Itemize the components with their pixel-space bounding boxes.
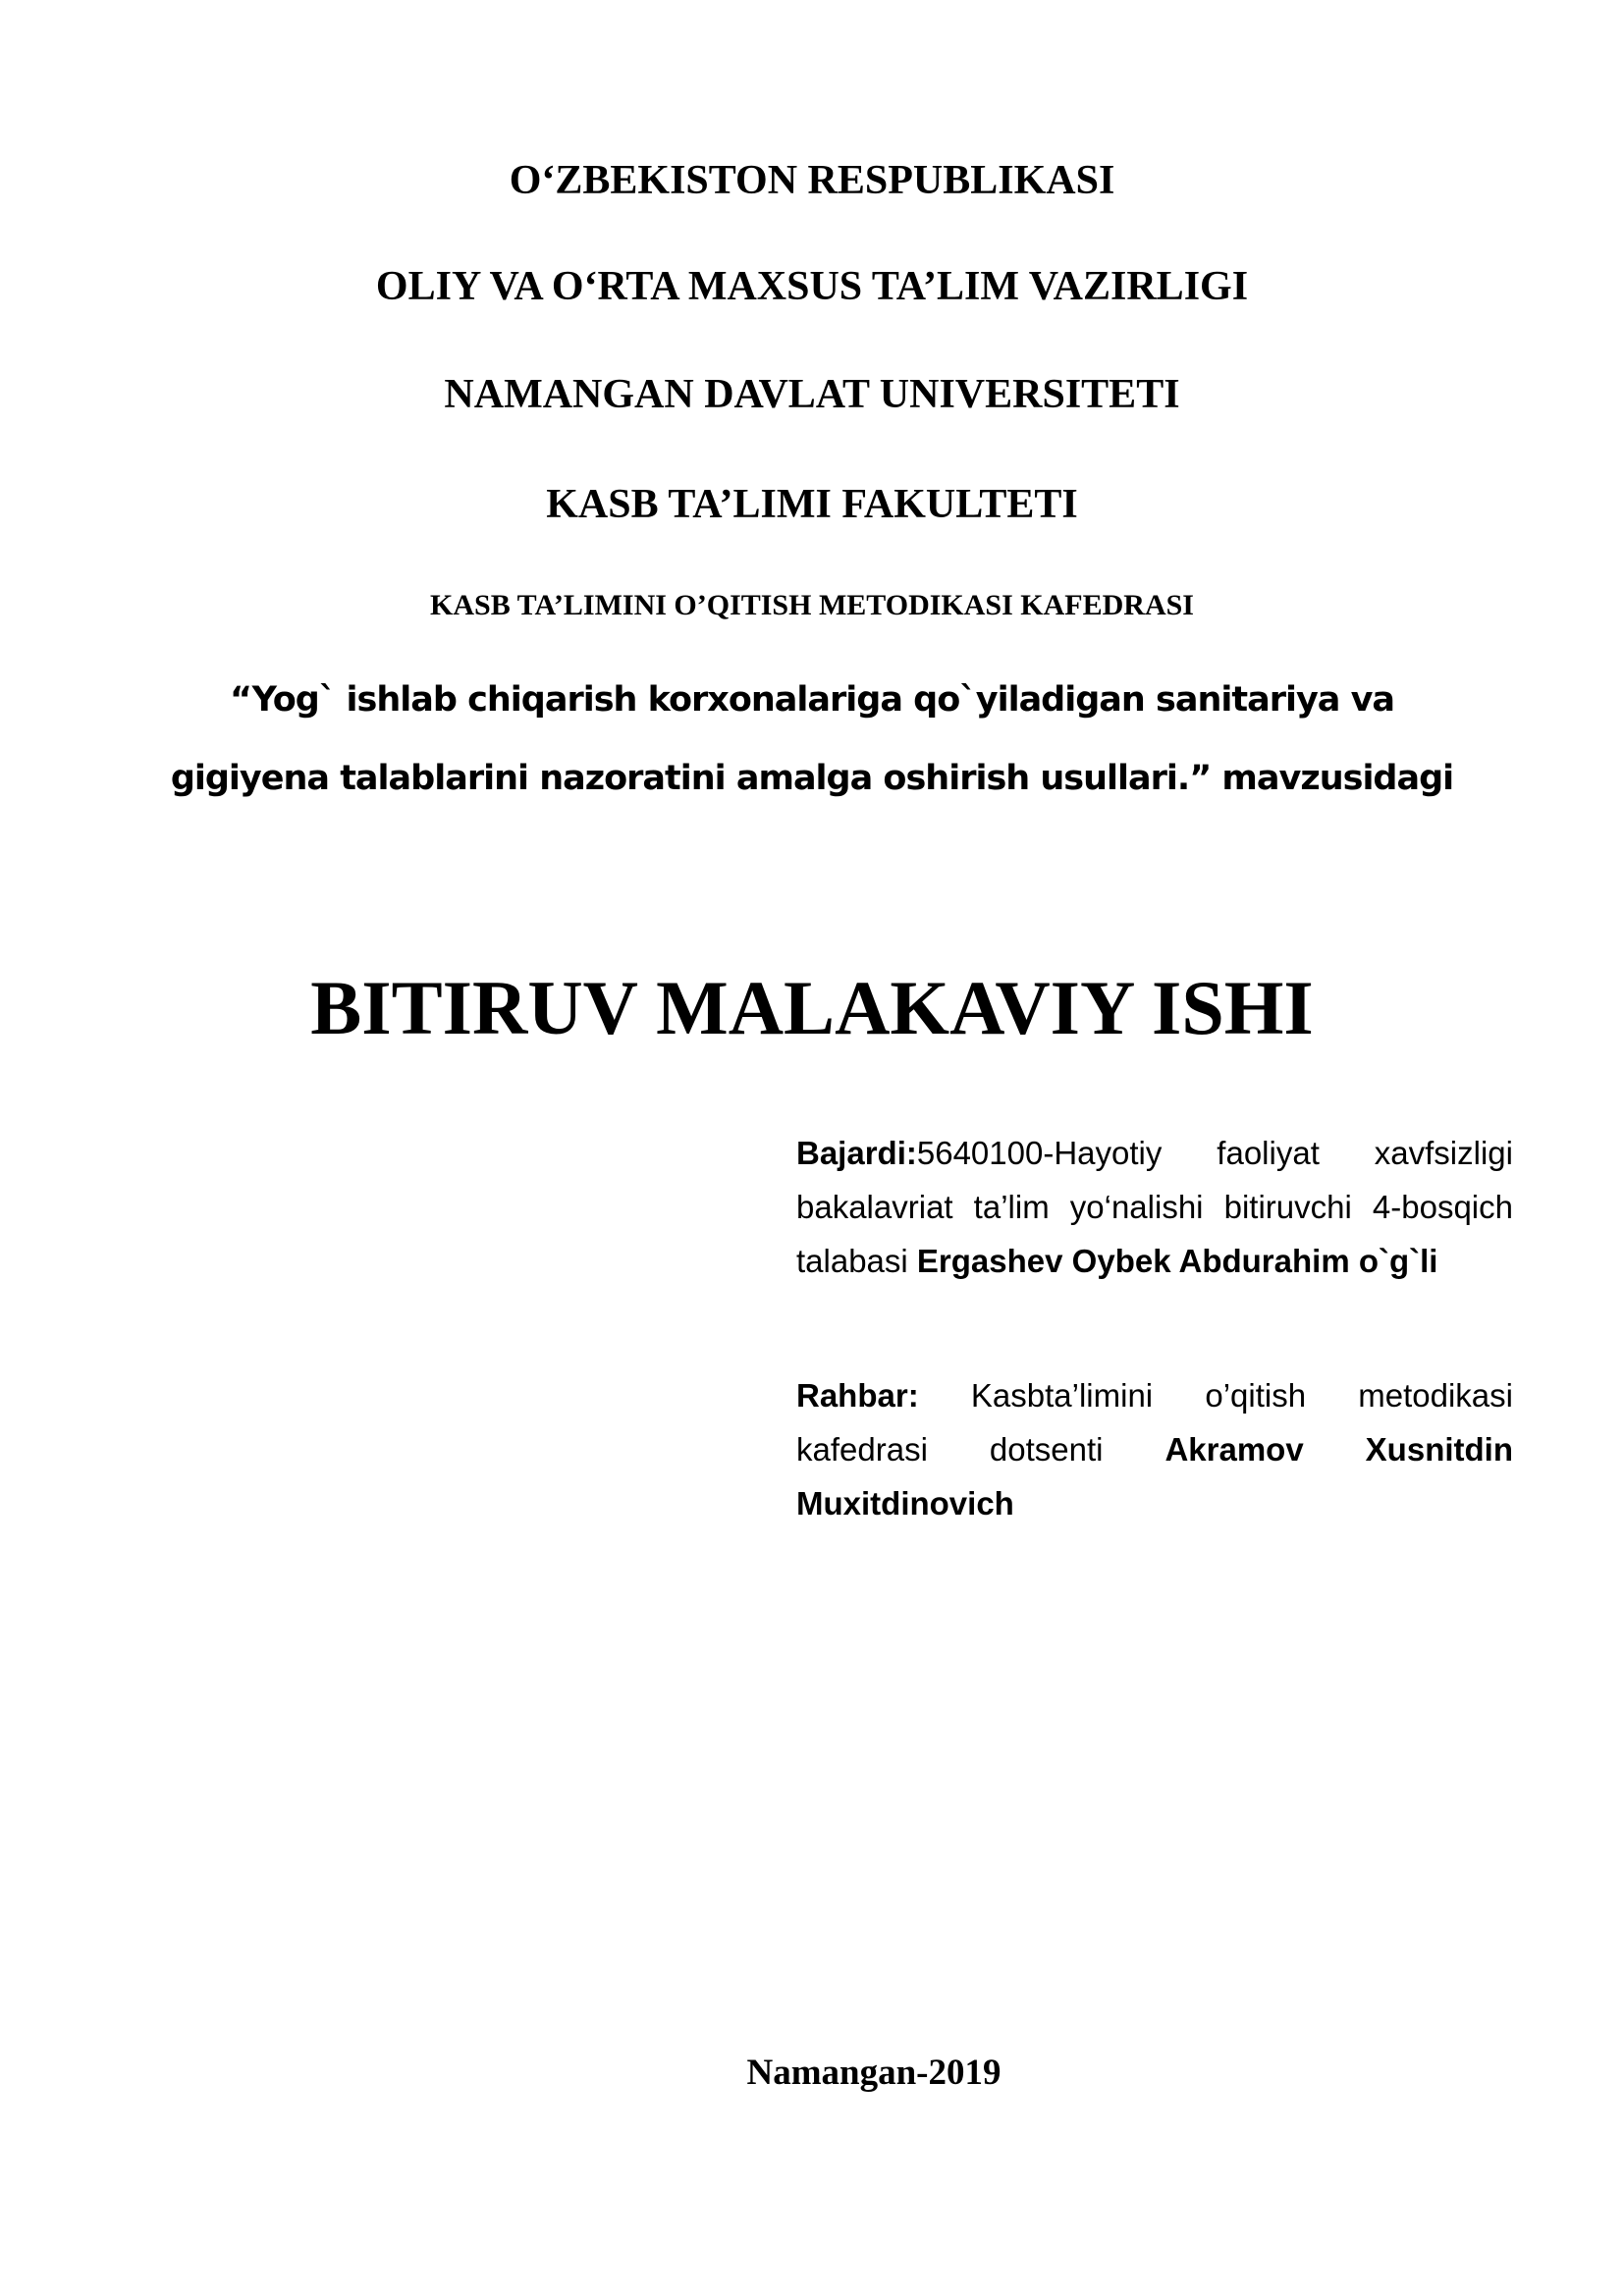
performer-name: Ergashev Oybek Abdurahim o`g`li [916,1243,1438,1279]
performer-text: 5640100-Hayotiy faoliyat xavfsizligi bakalavriat ta’lim yo‘nalishi bitiruvchi 4-bosqich talabasi [796,1135,1513,1279]
performer-block [796,1126,1513,1288]
department-heading: KASB TA’LIMINI O’QITISH METODIKASI KAFEDRASI [430,589,1194,621]
supervisor-name: Akramov Xusnitdin Muxitdinovich [796,1431,1513,1522]
performer-label: Bajardi: [796,1135,917,1171]
supervisor-text: Kasbta’limini o’qitish metodikasi kafedrasi dotsenti [796,1377,1513,1468]
university-heading: NAMANGAN DAVLAT UNIVERSITETI [444,372,1180,417]
topic-line-1: “Yog` ishlab chiqarish korxonalariga qo`yiladigan sanitariya va [229,680,1395,720]
topic-line-2: gigiyena talablarini nazoratini amalga oshirish usullari.” mavzusidagi [170,759,1454,798]
supervisor-block [796,1368,1513,1530]
work-title: BITIRUV MALAKAVIY ISHI [310,965,1314,1050]
ministry-heading: OLIY VA O‘RTA MAXSUS TA’LIM VAZIRLIGI [375,264,1249,309]
faculty-heading: KASB TA’LIMI FAKULTETI [546,482,1078,527]
supervisor-label: Rahbar: [796,1377,919,1414]
city-year: Namangan-2019 [746,2053,1001,2093]
republic-heading: O‘ZBEKISTON RESPUBLIKASI [509,158,1115,203]
